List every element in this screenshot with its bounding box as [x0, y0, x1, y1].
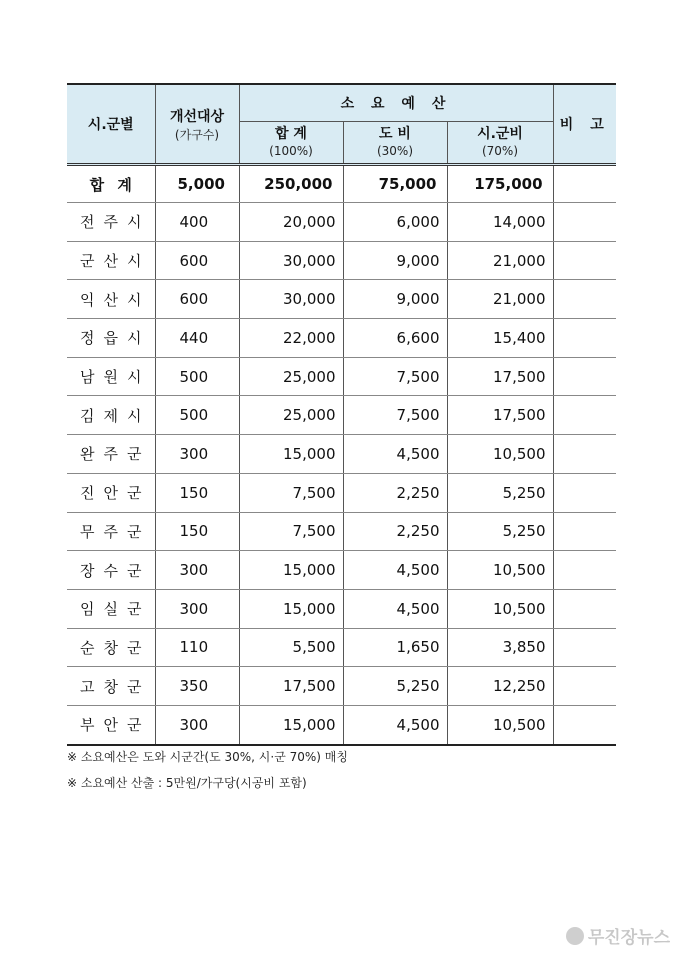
province-cell: 6,600 — [343, 319, 447, 358]
households-cell: 600 — [155, 280, 239, 319]
header-province-label: 도 비 — [379, 125, 411, 142]
households-cell: 500 — [155, 357, 239, 396]
province-cell: 4,500 — [343, 435, 447, 474]
total-households: 5,000 — [155, 165, 239, 203]
region-cell: 장수군 — [67, 551, 155, 590]
region-cell: 김제시 — [67, 396, 155, 435]
city-cell: 17,500 — [447, 357, 553, 396]
region-cell: 익산시 — [67, 280, 155, 319]
province-cell: 6,000 — [343, 203, 447, 242]
province-cell: 4,500 — [343, 589, 447, 628]
budget-table — [67, 83, 616, 746]
table-row — [67, 241, 616, 280]
region-cell: 전주시 — [67, 203, 155, 242]
households-cell: 600 — [155, 241, 239, 280]
header-province-sub: (30%) — [376, 143, 414, 158]
region-cell: 임실군 — [67, 589, 155, 628]
table-row — [67, 396, 616, 435]
province-cell: 1,650 — [343, 628, 447, 667]
households-cell: 300 — [155, 705, 239, 744]
remark-cell — [553, 667, 616, 706]
total-province: 75,000 — [343, 165, 447, 203]
table-row — [67, 628, 616, 667]
table-row — [67, 203, 616, 242]
footnote: ※ 소요예산은 도와 시군간(도 30%, 시·군 70%) 매칭 — [67, 750, 348, 764]
region-cell: 정읍시 — [67, 319, 155, 358]
header-total — [239, 122, 343, 165]
region-cell: 순창군 — [67, 628, 155, 667]
remark-cell — [553, 473, 616, 512]
region-cell: 진안군 — [67, 473, 155, 512]
header-target-sub: (가구수) — [174, 127, 220, 142]
households-cell: 150 — [155, 473, 239, 512]
table-row — [67, 667, 616, 706]
header-city-sub: (70%) — [481, 143, 519, 158]
remark-cell — [553, 628, 616, 667]
remark-cell — [553, 357, 616, 396]
table-row — [67, 319, 616, 358]
header-province — [343, 122, 447, 165]
remark-cell — [553, 589, 616, 628]
region-cell: 군산시 — [67, 241, 155, 280]
budget-total-cell: 15,000 — [239, 551, 343, 590]
city-cell: 10,500 — [447, 705, 553, 744]
watermark-text: 무진장뉴스 — [587, 928, 670, 948]
province-cell: 4,500 — [343, 551, 447, 590]
table-row — [67, 435, 616, 474]
table-row — [67, 512, 616, 551]
households-cell: 440 — [155, 319, 239, 358]
header-total-sub: (100%) — [269, 143, 313, 158]
total-city: 175,000 — [447, 165, 553, 203]
province-cell: 7,500 — [343, 357, 447, 396]
total-budget: 250,000 — [239, 165, 343, 203]
table-row — [67, 705, 616, 744]
budget-total-cell: 15,000 — [239, 589, 343, 628]
budget-total-cell: 15,000 — [239, 705, 343, 744]
province-cell: 9,000 — [343, 280, 447, 319]
city-cell: 21,000 — [447, 280, 553, 319]
budget-total-cell: 25,000 — [239, 357, 343, 396]
province-cell: 5,250 — [343, 667, 447, 706]
province-cell: 9,000 — [343, 241, 447, 280]
budget-total-cell: 5,500 — [239, 628, 343, 667]
city-cell: 5,250 — [447, 473, 553, 512]
header-city — [447, 122, 553, 165]
region-cell: 남원시 — [67, 357, 155, 396]
households-cell: 300 — [155, 551, 239, 590]
header-target — [155, 84, 239, 165]
remark-cell — [553, 435, 616, 474]
table-row — [67, 280, 616, 319]
households-cell: 300 — [155, 589, 239, 628]
budget-total-cell: 7,500 — [239, 473, 343, 512]
households-cell: 110 — [155, 628, 239, 667]
total-label: 합 계 — [67, 165, 155, 203]
city-cell: 21,000 — [447, 241, 553, 280]
budget-total-cell: 30,000 — [239, 241, 343, 280]
table-row — [67, 473, 616, 512]
households-cell: 350 — [155, 667, 239, 706]
table-row — [67, 551, 616, 590]
households-cell: 400 — [155, 203, 239, 242]
header-city-label: 시.군비 — [477, 125, 523, 142]
city-cell: 10,500 — [447, 589, 553, 628]
remark-cell — [553, 512, 616, 551]
households-cell: 150 — [155, 512, 239, 551]
region-cell: 완주군 — [67, 435, 155, 474]
table-row — [67, 357, 616, 396]
remark-cell — [553, 551, 616, 590]
budget-total-cell: 22,000 — [239, 319, 343, 358]
footnotes — [67, 744, 348, 796]
province-cell: 7,500 — [343, 396, 447, 435]
region-cell: 부안군 — [67, 705, 155, 744]
province-cell: 4,500 — [343, 705, 447, 744]
budget-total-cell: 15,000 — [239, 435, 343, 474]
province-cell: 2,250 — [343, 512, 447, 551]
city-cell: 14,000 — [447, 203, 553, 242]
budget-total-cell: 17,500 — [239, 667, 343, 706]
region-cell: 무주군 — [67, 512, 155, 551]
households-cell: 300 — [155, 435, 239, 474]
total-row — [67, 165, 616, 203]
footnote: ※ 소요예산 산출 : 5만원/가구당(시공비 포함) — [67, 776, 307, 790]
header-remark: 비 고 — [553, 84, 616, 165]
header-budget: 소 요 예 산 — [239, 84, 553, 122]
remark-cell — [553, 705, 616, 744]
table-row — [67, 589, 616, 628]
header-total-label: 합 계 — [275, 125, 307, 142]
header-target-label: 개선대상 — [169, 108, 225, 125]
watermark-logo — [566, 923, 670, 948]
budget-total-cell: 20,000 — [239, 203, 343, 242]
city-cell: 15,400 — [447, 319, 553, 358]
city-cell: 17,500 — [447, 396, 553, 435]
person-circle-icon — [566, 927, 584, 945]
budget-total-cell: 25,000 — [239, 396, 343, 435]
city-cell: 10,500 — [447, 551, 553, 590]
remark-cell — [553, 203, 616, 242]
city-cell: 3,850 — [447, 628, 553, 667]
budget-total-cell: 7,500 — [239, 512, 343, 551]
city-cell: 5,250 — [447, 512, 553, 551]
region-cell: 고창군 — [67, 667, 155, 706]
households-cell: 500 — [155, 396, 239, 435]
remark-cell — [553, 396, 616, 435]
header-region: 시.군별 — [67, 84, 155, 165]
city-cell: 12,250 — [447, 667, 553, 706]
table-body — [67, 165, 616, 745]
remark-cell — [553, 319, 616, 358]
province-cell: 2,250 — [343, 473, 447, 512]
remark-cell — [553, 241, 616, 280]
remark-cell — [553, 280, 616, 319]
table-header — [67, 84, 616, 165]
city-cell: 10,500 — [447, 435, 553, 474]
total-remark — [553, 165, 616, 203]
budget-total-cell: 30,000 — [239, 280, 343, 319]
